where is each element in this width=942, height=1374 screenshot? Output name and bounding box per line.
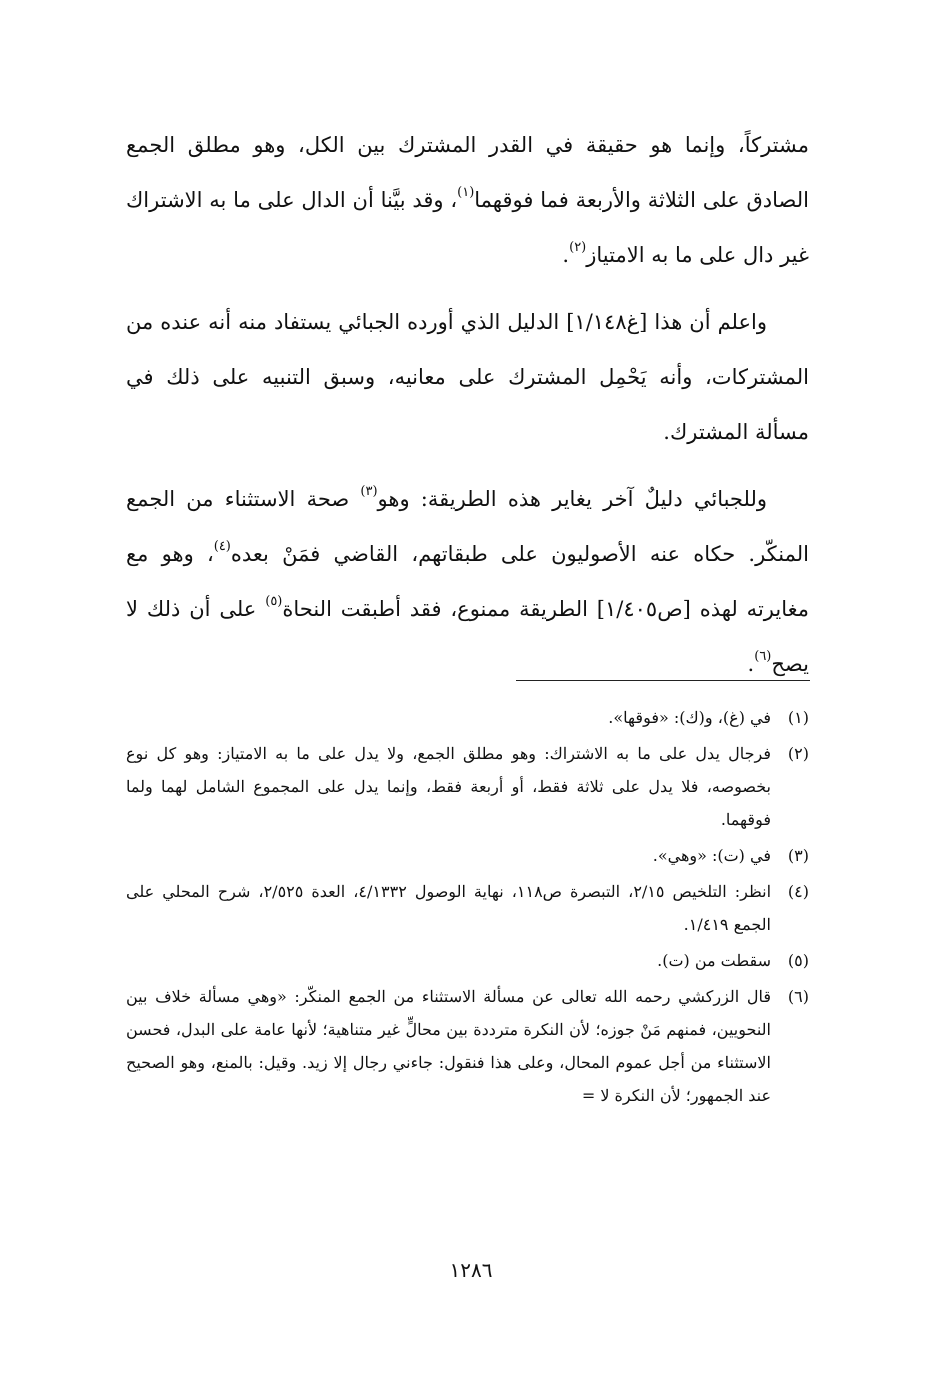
body-text-segment: صحة الاستثناء من الجمع المنكّر. حكاه عنه الأصوليون على طبقاتهم، القاضي فمَنْ بعده [126, 487, 809, 566]
footnote-item [126, 875, 809, 941]
body-text-segment: ، وقد بيَّنا أن الدال على ما به الاشتراك غير دال على ما به الامتياز [126, 188, 809, 267]
footnote-reference: (٤) [213, 539, 231, 554]
footnote-number: (١) [787, 708, 809, 727]
footnote-number: (٥) [787, 951, 809, 970]
footnote-item [126, 944, 809, 977]
body-paragraph [126, 295, 809, 460]
footnote-reference: (٢) [569, 240, 587, 255]
footnote-number: (٤) [787, 882, 809, 901]
footnote-item [126, 980, 809, 1112]
footnote-item [126, 701, 809, 734]
body-text-segment: على أن ذلك لا يصح [126, 597, 809, 676]
body-text-segment: . [562, 243, 570, 267]
main-body-text [126, 118, 809, 704]
body-text-segment: ، وهو مع مغايرته لهذه [ص١/٤٠٥] الطريقة ممنوع، فقد أطبقت النحاة [126, 542, 809, 621]
footnote-text: قال الزركشي رحمه الله تعالى عن مسألة الاستثناء من الجمع المنكّر: «وهي مسألة خلاف بين النحويين، فمنهم مَنْ جوزه؛ لأن النكرة مترددة بين محالٍّ غير متناهية؛ لأنها عامة على البدل، فحسن الاستثناء من أجل عموم المحال، وعلى هذا فنقول: جاءني رجال إلا زيد. وقيل: بالمنع، وهو الصحيح عند الجمهور؛ لأن النكرة لا = [126, 987, 771, 1105]
footnote-text: في (ت): «وهي». [652, 846, 771, 865]
page-number: ١٢٨٦ [449, 1258, 493, 1282]
footnote-reference: (٦) [754, 649, 772, 664]
footnote-number: (٢) [787, 744, 809, 763]
body-paragraph [126, 118, 809, 283]
footnote-reference: (٣) [360, 484, 378, 499]
footnote-item [126, 737, 809, 836]
body-paragraph [126, 472, 809, 692]
footnote-reference: (٥) [265, 594, 283, 609]
footnote-number: (٣) [787, 846, 809, 865]
body-text-segment: مشتركاً، وإنما هو حقيقة في القدر المشترك بين الكل، وهو مطلق الجمع الصادق على الثلاثة والأربعة فما فوقهما [126, 133, 809, 212]
footnote-text: انظر: التلخيص ٢/١٥، التبصرة ص١١٨، نهاية الوصول ٤/١٣٣٢، العدة ٢/٥٢٥، شرح المحلي على الجمع ١/٤١٩. [126, 882, 772, 934]
footnote-number: (٦) [787, 987, 809, 1006]
body-text-segment: . [747, 652, 755, 676]
footnotes-section [126, 701, 809, 1115]
body-text-segment: واعلم أن هذا [غ١/١٤٨] الدليل الذي أورده الجبائي يستفاد منه أنه عنده من المشتركات، وأنه يَحْمِل المشترك على معانيه، وسبق التنبيه على ذلك في مسألة المشترك. [126, 310, 809, 444]
footnote-reference: (١) [457, 185, 475, 200]
footnote-text: فرجال يدل على ما به الاشتراك: وهو مطلق الجمع، ولا يدل على ما به الامتياز: وهو كل نوع بخصوصه، فلا يدل على ثلاثة فقط، أو أربعة فقط، وإنما يدل على المجموع الشامل لهما ولما فوقهما. [126, 744, 771, 829]
footnote-text: في (غ)، و(ك): «فوقها». [608, 708, 771, 727]
body-text-segment: وللجبائي دليلٌ آخر يغاير هذه الطريقة: وهو [377, 487, 767, 511]
footnote-item [126, 839, 809, 872]
footnote-divider [516, 680, 810, 681]
footnote-text: سقطت من (ت). [657, 951, 771, 970]
